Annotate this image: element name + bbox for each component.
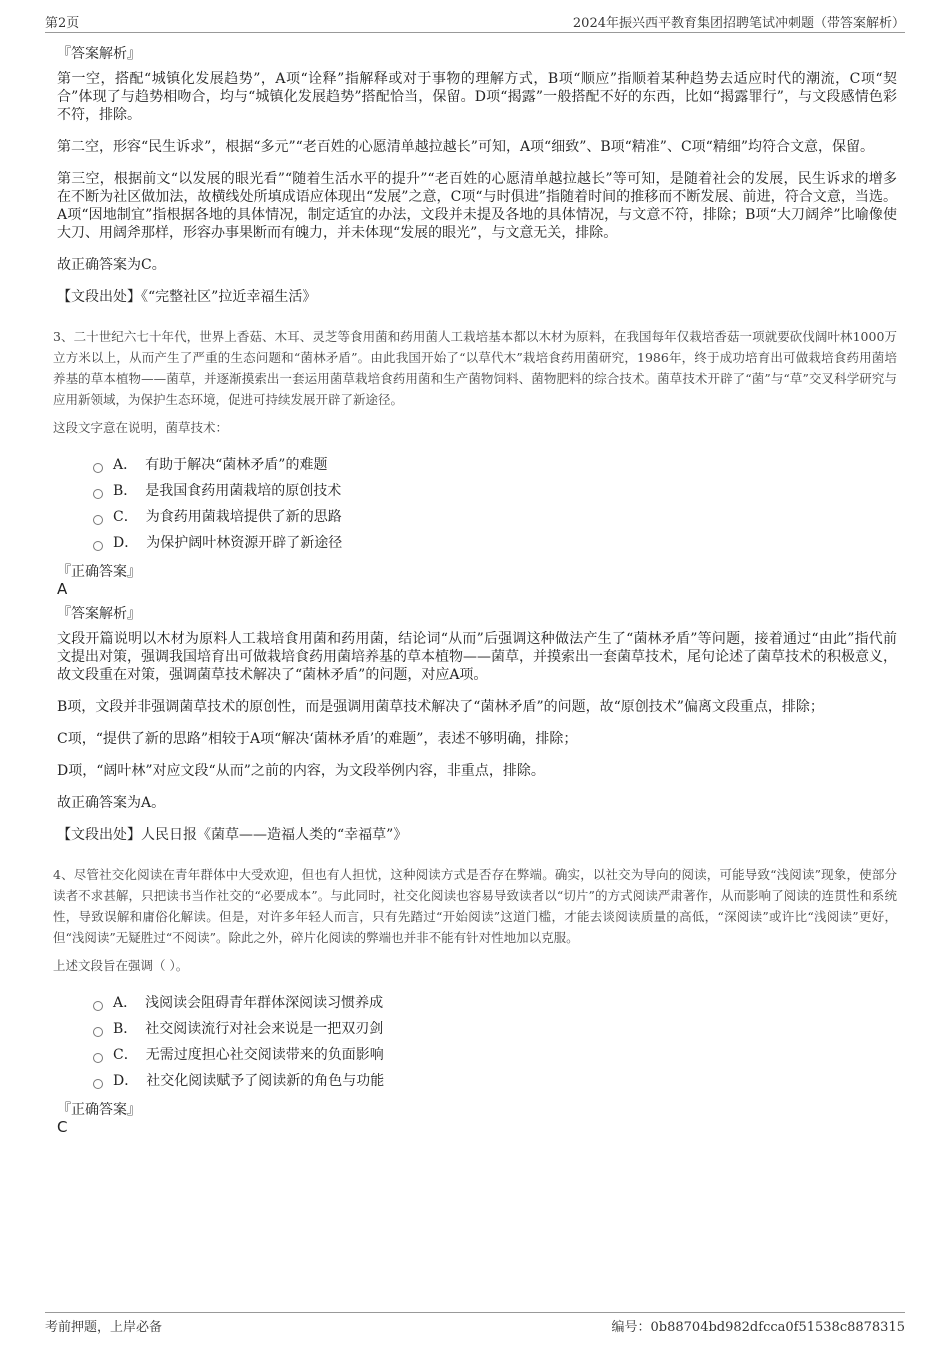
document-id: 编号：0b88704bd982dfcca0f51538c8878315 bbox=[611, 1320, 905, 1335]
analysis-paragraph: 第二空，形容“民生诉求”，根据“多元”“老百姓的心愿清单越拉越长”可知，A项“细致”、B项“精准”、C项“精细”均符合文意，保留。 bbox=[57, 139, 874, 155]
main-content bbox=[53, 44, 897, 1142]
question-4-stem: 上述文段旨在强调（ ）。 bbox=[53, 958, 189, 973]
analysis-label: 『答案解析』 bbox=[57, 46, 141, 62]
question-4-text: 4、尽管社交化阅读在青年群体中大受欢迎，但也有人担忧，这种阅读方式是否存在弊端。确实，以社交为导向的阅读，可能导致“浅阅读”现象，使部分读者不求甚解，只把读书当作社交的“必要成本”。与此同时，社交化阅读也容易导致读者以“切片”的方式阅读严肃著作，从而影响了阅读的连贯性和系统性，导致误解和庸俗化解读。但是，对许多年轻人而言，只有先踏过“开始阅读”这道门槛，才能去谈阅读质量的高低，“深阅读”或许比“浅阅读”更好，但“浅阅读”无疑胜过“不阅读”。除此之外，碎片化阅读的弊端也并非不能有针对性地加以克服。 bbox=[53, 867, 897, 945]
analysis-paragraph: C项，“提供了新的思路”相较于A项“解决‘菌林矛盾’的难题”，表述不够明确，排除； bbox=[57, 731, 578, 747]
option-c[interactable]: C． 为食药用菌栽培提供了新的思路 bbox=[93, 504, 897, 530]
option-a[interactable]: A． 浅阅读会阻碍青年群体深阅读习惯养成 bbox=[93, 990, 897, 1016]
page-footer bbox=[45, 1312, 905, 1335]
radio-icon[interactable] bbox=[93, 1001, 103, 1011]
footer-slogan: 考前押题，上岸必备 bbox=[45, 1320, 163, 1335]
radio-icon[interactable] bbox=[93, 1053, 103, 1063]
radio-icon[interactable] bbox=[93, 489, 103, 499]
question-3-text: 3、二十世纪六七十年代，世界上香菇、木耳、灵芝等食用菌和药用菌人工栽培基本都以木材为原料，在我国每年仅栽培香菇一项就要砍伐阔叶林1000万立方米以上，从而产生了严重的生态问题和“菌林矛盾”。由此我国开始了“以草代木”栽培食药用菌研究，1986年，终于成功培育出可做栽培食药用菌培养基的草本植物——菌草，并逐渐摸索出一套运用菌草栽培食药用菌和生产菌物饲料、菌物肥料的综合技术。菌草技术开辟了“菌”与“草”交叉科学研究与应用新领域，为保护生态环境，促进可持续发展开辟了新途径。 bbox=[53, 329, 897, 407]
source-citation: 【文段出处】人民日报《菌草——造福人类的“幸福草”》 bbox=[57, 827, 408, 843]
source-citation: 【文段出处】《“完整社区”拉近幸福生活》 bbox=[57, 289, 317, 305]
radio-icon[interactable] bbox=[93, 1027, 103, 1037]
conclusion-paragraph: 故正确答案为C。 bbox=[57, 257, 166, 273]
analysis-paragraph: D项，“阔叶林”对应文段“从而”之前的内容，为文段举例内容，非重点，排除。 bbox=[57, 763, 545, 779]
correct-answer: A bbox=[57, 580, 68, 598]
option-a[interactable]: A． 有助于解决“菌林矛盾”的难题 bbox=[93, 452, 897, 478]
radio-icon[interactable] bbox=[93, 515, 103, 525]
question-4-options bbox=[93, 990, 897, 1094]
analysis-paragraph: 第一空，搭配“城镇化发展趋势”，A项“诠释”指解释或对于事物的理解方式，B项“顺应”指顺着某种趋势去适应时代的潮流，C项“契合”体现了与趋势相吻合，均与“城镇化发展趋势”搭配恰当，保留。D项“揭露”一般搭配不好的东西，比如“揭露罪行”，与文段感情色彩不符，排除。 bbox=[57, 71, 897, 123]
correct-answer: C bbox=[57, 1118, 68, 1136]
document-title: 2024年振兴西平教育集团招聘笔试冲刺题（带答案解析） bbox=[572, 16, 905, 31]
radio-icon[interactable] bbox=[93, 541, 103, 551]
correct-answer-label: 『正确答案』 bbox=[57, 564, 141, 580]
radio-icon[interactable] bbox=[93, 463, 103, 473]
analysis-paragraph: 第三空，根据前文“以发展的眼光看”“随着生活水平的提升”“老百姓的心愿清单越拉越长”等可知，是随着社会的发展，民生诉求的增多在不断为社区做加法，故横线处所填成语应体现出“发展”之意，C项“与时俱进”指随着时间的推移而不断发展、前进，符合文意，当选。A项“因地制宜”指根据各地的具体情况，制定适宜的办法，文段并未提及各地的具体情况，与文意不符，排除；B项“大刀阔斧”比喻像使大刀、用阔斧那样，形容办事果断而有魄力，并未体现“发展的眼光”，与文意无关，排除。 bbox=[57, 171, 897, 241]
analysis-paragraph: B项，文段并非强调菌草技术的原创性，而是强调用菌草技术解决了“菌林矛盾”的问题，故“原创技术”偏离文段重点，排除； bbox=[57, 699, 824, 715]
question-3-stem: 这段文字意在说明，菌草技术： bbox=[53, 420, 229, 435]
page-number: 第2页 bbox=[45, 16, 80, 31]
conclusion-paragraph: 故正确答案为A。 bbox=[57, 795, 166, 811]
question-3-options bbox=[93, 452, 897, 556]
analysis-label: 『答案解析』 bbox=[57, 606, 141, 622]
option-b[interactable]: B． 是我国食药用菌栽培的原创技术 bbox=[93, 478, 897, 504]
option-c[interactable]: C． 无需过度担心社交阅读带来的负面影响 bbox=[93, 1042, 897, 1068]
option-b[interactable]: B． 社交阅读流行对社会来说是一把双刃剑 bbox=[93, 1016, 897, 1042]
page-header bbox=[45, 12, 905, 33]
correct-answer-label: 『正确答案』 bbox=[57, 1102, 141, 1118]
radio-icon[interactable] bbox=[93, 1079, 103, 1089]
option-d[interactable]: D． 社交化阅读赋予了阅读新的角色与功能 bbox=[93, 1068, 897, 1094]
option-d[interactable]: D． 为保护阔叶林资源开辟了新途径 bbox=[93, 530, 897, 556]
analysis-paragraph: 文段开篇说明以木材为原料人工栽培食用菌和药用菌，结论词“从而”后强调这种做法产生了“菌林矛盾”等问题，接着通过“由此”指代前文提出对策，强调我国培育出可做栽培食药用菌培养基的草本植物——菌草，并摸索出一套菌草技术，尾句论述了菌草技术的积极意义，故文段重在对策，强调菌草技术解决了“菌林矛盾”的问题，对应A项。 bbox=[57, 631, 897, 683]
